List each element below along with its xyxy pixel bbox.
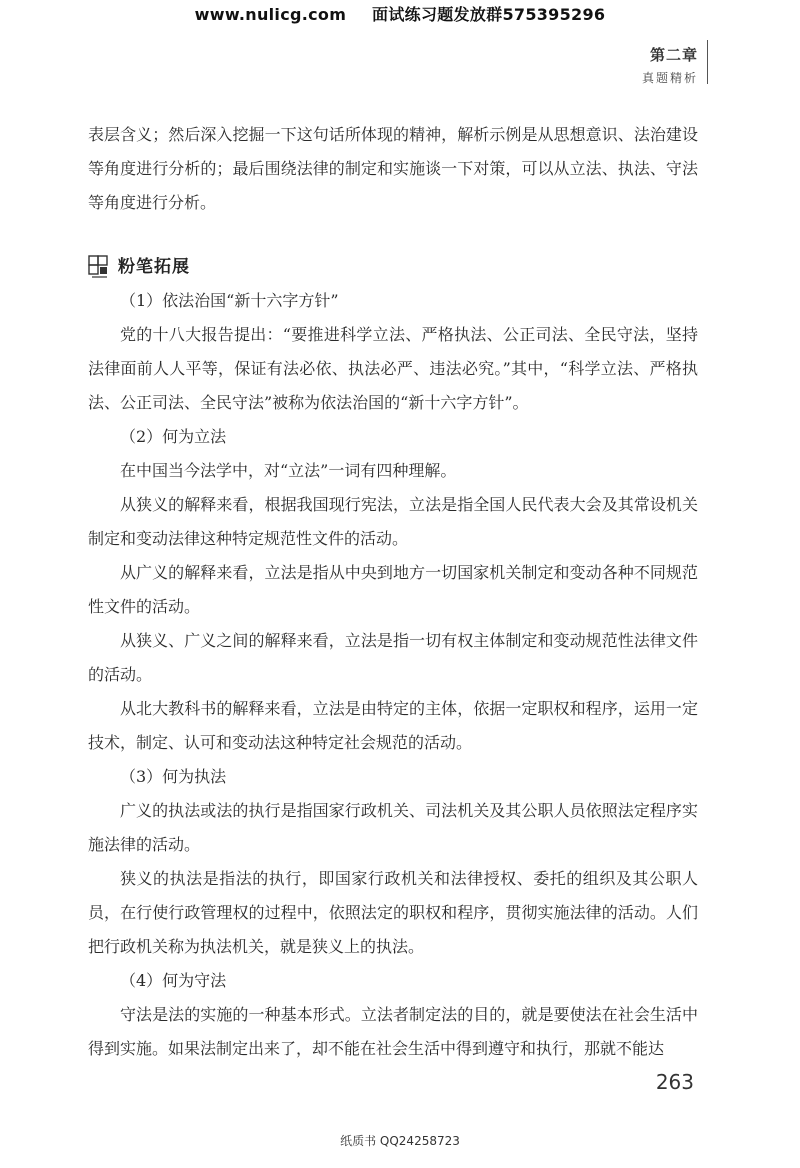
footer-text: 纸质书 QQ24258723 <box>340 1134 460 1148</box>
item-3 <box>88 760 698 964</box>
watermark-header <box>0 2 800 25</box>
item-paragraph: 从狭义的解释来看，根据我国现行宪法，立法是指全国人民代表大会及其常设机关制定和变动法律这种特定规范性文件的活动。 <box>88 495 698 548</box>
item-paragraph: 狭义的执法是指法的执行，即国家行政机关和法律授权、委托的组织及其公职人员，在行使行政管理权的过程中，依照法定的职权和程序，贯彻实施法律的活动。人们把行政机关称为执法机关，就是狭义上的执法。 <box>88 869 698 956</box>
item-paragraph: 广义的执法或法的执行是指国家行政机关、司法机关及其公职人员依照法定程序实施法律的活动。 <box>88 801 698 854</box>
item-paragraph: 从狭义、广义之间的解释来看，立法是指一切有权主体制定和变动规范性法律文件的活动。 <box>88 631 698 684</box>
chapter-title: 第二章 <box>649 46 698 64</box>
item-heading: （2）何为立法 <box>120 427 227 446</box>
item-4 <box>88 964 698 1066</box>
page-number: 263 <box>655 1070 694 1094</box>
item-paragraph: 守法是法的实施的一种基本形式。立法者制定法的目的，就是要使法在社会生活中得到实施。如果法制定出来了，却不能在社会生活中得到遵守和执行，那就不能达 <box>88 1005 698 1058</box>
item-paragraph: 从广义的解释来看，立法是指从中央到地方一切国家机关制定和变动各种不同规范性文件的活动。 <box>88 563 698 616</box>
item-heading: （1）依法治国“新十六字方针” <box>120 291 339 310</box>
intro-paragraph: 表层含义；然后深入挖掘一下这句话所体现的精神，解析示例是从思想意识、法治建设等角度进行分析的；最后围绕法律的制定和实施谈一下对策，可以从立法、执法、守法等角度进行分析。 <box>88 125 698 212</box>
section-title: 粉笔拓展 <box>118 257 190 277</box>
section-heading <box>88 250 698 284</box>
item-paragraph: 党的十八大报告提出：“要推进科学立法、严格执法、公正司法、全民守法，坚持法律面前人人平等，保证有法必依、执法必严、违法必究。”其中，“科学立法、严格执法、公正司法、全民守法”被称为依法治国的“新十六字方针”。 <box>88 325 698 412</box>
watermark-text: 面试练习题发放群575395296 <box>372 5 606 24</box>
chapter-divider <box>707 40 708 84</box>
item-heading: （4）何为守法 <box>120 971 227 990</box>
page-content <box>88 118 698 1066</box>
watermark-url: www.nulicg.com <box>194 5 347 24</box>
item-paragraph: 从北大教科书的解释来看，立法是由特定的主体，依据一定职权和程序，运用一定技术，制定、认可和变动法这种特定社会规范的活动。 <box>88 699 698 752</box>
item-1 <box>88 284 698 420</box>
item-2 <box>88 420 698 760</box>
chapter-header <box>642 44 698 86</box>
item-paragraph: 在中国当今法学中，对“立法”一词有四种理解。 <box>120 461 457 480</box>
item-heading: （3）何为执法 <box>120 767 227 786</box>
chapter-subtitle: 真题精析 <box>641 71 698 85</box>
fenbi-grid-icon <box>88 255 110 279</box>
